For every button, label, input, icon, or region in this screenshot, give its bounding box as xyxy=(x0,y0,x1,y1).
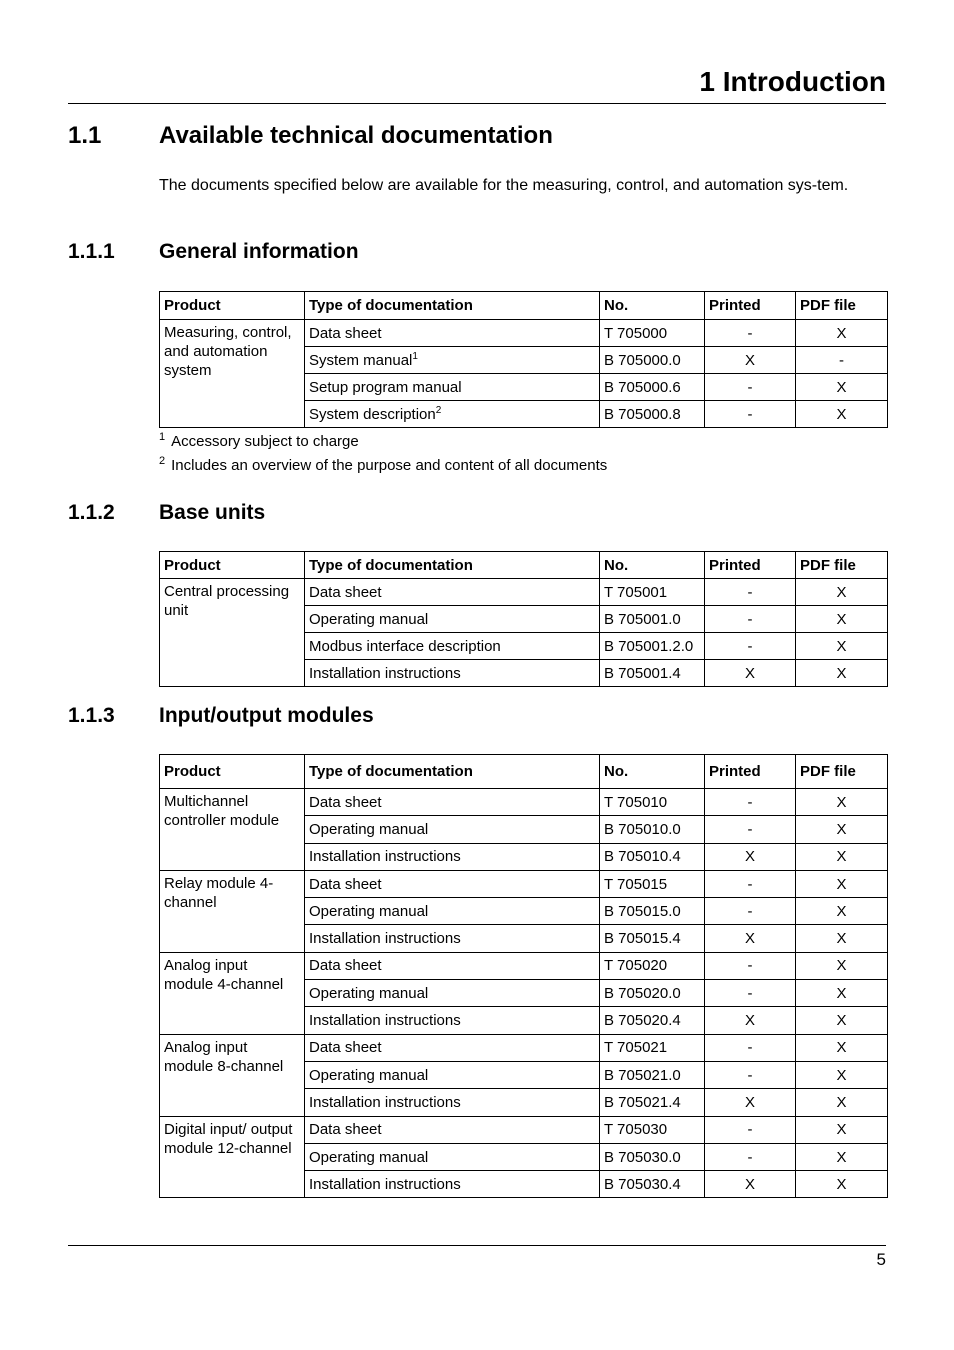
printed-cell: - xyxy=(705,320,796,347)
doc-type-cell: Data sheet xyxy=(305,789,600,816)
table-row xyxy=(160,320,888,347)
product-cell: Measuring, control, and automation system xyxy=(160,320,305,428)
printed-cell: X xyxy=(705,1171,796,1198)
doc-number-cell: T 705021 xyxy=(600,1034,705,1061)
doc-type-cell: Operating manual xyxy=(305,980,600,1007)
pdf-cell: X xyxy=(796,633,888,660)
io-modules-table xyxy=(159,754,888,1198)
printed-cell: - xyxy=(705,1061,796,1088)
doc-number-cell: B 705020.4 xyxy=(600,1007,705,1034)
table-header-row xyxy=(160,755,888,789)
pdf-cell: X xyxy=(796,952,888,979)
column-header: PDF file xyxy=(796,755,888,789)
column-header: Printed xyxy=(705,755,796,789)
column-header: No. xyxy=(600,552,705,579)
doc-type-cell: System manual$^1$ xyxy=(305,347,600,374)
pdf-cell: X xyxy=(796,1007,888,1034)
pdf-cell: X xyxy=(796,870,888,897)
doc-type-cell: Operating manual xyxy=(305,816,600,843)
footer-divider xyxy=(68,1245,886,1246)
subsection-number-base: 1.1.2 xyxy=(68,501,115,524)
pdf-cell: X xyxy=(796,789,888,816)
printed-cell: - xyxy=(705,1034,796,1061)
table-row xyxy=(160,952,888,979)
column-header: Type of documentation xyxy=(305,552,600,579)
doc-number-cell: B 705020.0 xyxy=(600,980,705,1007)
pdf-cell: X xyxy=(796,1143,888,1170)
column-header: Product xyxy=(160,292,305,320)
printed-cell: X xyxy=(705,660,796,687)
table-header-row xyxy=(160,552,888,579)
doc-type-cell: Installation instructions xyxy=(305,1171,600,1198)
printed-cell: - xyxy=(705,898,796,925)
product-cell: Relay module 4-channel xyxy=(160,870,305,952)
product-cell: Central processing unit xyxy=(160,579,305,687)
printed-cell: - xyxy=(705,374,796,401)
printed-cell: X xyxy=(705,1089,796,1116)
pdf-cell: X xyxy=(796,925,888,952)
pdf-cell: X xyxy=(796,374,888,401)
section-intro: The documents specified below are available for the measuring, control, and automation sys-tem. xyxy=(159,177,849,194)
pdf-cell: X xyxy=(796,898,888,925)
table-row xyxy=(160,789,888,816)
pdf-cell: X xyxy=(796,980,888,1007)
printed-cell: - xyxy=(705,980,796,1007)
doc-number-cell: B 705000.6 xyxy=(600,374,705,401)
doc-type-cell: Operating manual xyxy=(305,1061,600,1088)
doc-number-cell: B 705021.0 xyxy=(600,1061,705,1088)
doc-number-cell: B 705010.4 xyxy=(600,843,705,870)
doc-type-cell: Installation instructions xyxy=(305,660,600,687)
printed-cell: - xyxy=(705,1143,796,1170)
doc-number-cell: B 705010.0 xyxy=(600,816,705,843)
table-row xyxy=(160,1116,888,1143)
general-info-table xyxy=(159,291,888,428)
subsection-title-base: Base units xyxy=(159,501,266,524)
subsection-title-io: Input/output modules xyxy=(159,704,374,727)
doc-number-cell: B 705030.4 xyxy=(600,1171,705,1198)
printed-cell: X xyxy=(705,925,796,952)
doc-type-cell: Data sheet xyxy=(305,952,600,979)
doc-type-cell: Data sheet xyxy=(305,870,600,897)
pdf-cell: X xyxy=(796,1089,888,1116)
pdf-cell: - xyxy=(796,347,888,374)
doc-number-cell: T 705015 xyxy=(600,870,705,897)
doc-number-cell: B 705030.0 xyxy=(600,1143,705,1170)
doc-type-cell: Operating manual xyxy=(305,606,600,633)
chapter-title: 1 Introduction xyxy=(699,66,886,97)
printed-cell: X xyxy=(705,347,796,374)
doc-number-cell: B 705000.0 xyxy=(600,347,705,374)
pdf-cell: X xyxy=(796,660,888,687)
printed-cell: - xyxy=(705,1116,796,1143)
page-number: 5 xyxy=(876,1250,886,1269)
doc-type-cell: Setup program manual xyxy=(305,374,600,401)
doc-type-cell: Operating manual xyxy=(305,898,600,925)
table-row xyxy=(160,1034,888,1061)
printed-cell: - xyxy=(705,606,796,633)
footnote-ref: 2 xyxy=(435,404,442,416)
pdf-cell: X xyxy=(796,1116,888,1143)
doc-type-cell: Installation instructions xyxy=(305,925,600,952)
doc-type-cell: Data sheet xyxy=(305,1034,600,1061)
printed-cell: X xyxy=(705,843,796,870)
printed-cell: - xyxy=(705,633,796,660)
doc-number-cell: T 705020 xyxy=(600,952,705,979)
column-header: Type of documentation xyxy=(305,292,600,320)
doc-type-cell: Installation instructions xyxy=(305,1007,600,1034)
table-row xyxy=(160,870,888,897)
doc-number-cell: B 705015.4 xyxy=(600,925,705,952)
printed-cell: - xyxy=(705,952,796,979)
column-header: Type of documentation xyxy=(305,755,600,789)
pdf-cell: X xyxy=(796,401,888,428)
column-header: PDF file xyxy=(796,552,888,579)
doc-type-cell: Data sheet xyxy=(305,320,600,347)
pdf-cell: X xyxy=(796,1061,888,1088)
pdf-cell: X xyxy=(796,606,888,633)
column-header: Printed xyxy=(705,292,796,320)
doc-type-cell: Installation instructions xyxy=(305,843,600,870)
table-row xyxy=(160,579,888,606)
printed-cell: - xyxy=(705,401,796,428)
product-cell: Analog input module 4-channel xyxy=(160,952,305,1034)
pdf-cell: X xyxy=(796,320,888,347)
doc-number-cell: B 705001.0 xyxy=(600,606,705,633)
doc-type-cell: Data sheet xyxy=(305,579,600,606)
doc-type-cell: Modbus interface description xyxy=(305,633,600,660)
printed-cell: - xyxy=(705,789,796,816)
doc-number-cell: B 705001.2.0 xyxy=(600,633,705,660)
footnote-ref: 1 xyxy=(412,350,418,362)
printed-cell: X xyxy=(705,1007,796,1034)
doc-number-cell: B 705015.0 xyxy=(600,898,705,925)
column-header: Printed xyxy=(705,552,796,579)
pdf-cell: X xyxy=(796,816,888,843)
pdf-cell: X xyxy=(796,1034,888,1061)
column-header: No. xyxy=(600,755,705,789)
doc-number-cell: T 705010 xyxy=(600,789,705,816)
doc-type-cell: System description$^2$ xyxy=(305,401,600,428)
product-cell: Analog input module 8-channel xyxy=(160,1034,305,1116)
header-divider xyxy=(68,103,886,104)
pdf-cell: X xyxy=(796,1171,888,1198)
printed-cell: - xyxy=(705,870,796,897)
doc-type-cell: Installation instructions xyxy=(305,1089,600,1116)
doc-number-cell: T 705001 xyxy=(600,579,705,606)
column-header: PDF file xyxy=(796,292,888,320)
section-number: 1.1 xyxy=(68,122,102,149)
doc-number-cell: B 705001.4 xyxy=(600,660,705,687)
subsection-title-general: General information xyxy=(159,240,359,263)
column-header: Product xyxy=(160,755,305,789)
table-header-row xyxy=(160,292,888,320)
doc-number-cell: B 705000.8 xyxy=(600,401,705,428)
subsection-number-general: 1.1.1 xyxy=(68,240,115,263)
pdf-cell: X xyxy=(796,579,888,606)
section-title: Available technical documentation xyxy=(159,122,553,149)
printed-cell: - xyxy=(705,816,796,843)
column-header: No. xyxy=(600,292,705,320)
subsection-number-io: 1.1.3 xyxy=(68,704,115,727)
column-header: Product xyxy=(160,552,305,579)
doc-number-cell: T 705000 xyxy=(600,320,705,347)
footnote-2: $^2$ Includes an overview of the purpose and content of all documents xyxy=(159,455,608,474)
doc-type-cell: Operating manual xyxy=(305,1143,600,1170)
doc-type-cell: Data sheet xyxy=(305,1116,600,1143)
printed-cell: - xyxy=(705,579,796,606)
base-units-table xyxy=(159,551,888,687)
footnote-1: $^1$ Accessory subject to charge xyxy=(159,431,359,450)
doc-number-cell: B 705021.4 xyxy=(600,1089,705,1116)
product-cell: Digital input/ output module 12-channel xyxy=(160,1116,305,1198)
product-cell: Multichannel controller module xyxy=(160,789,305,871)
pdf-cell: X xyxy=(796,843,888,870)
doc-number-cell: T 705030 xyxy=(600,1116,705,1143)
